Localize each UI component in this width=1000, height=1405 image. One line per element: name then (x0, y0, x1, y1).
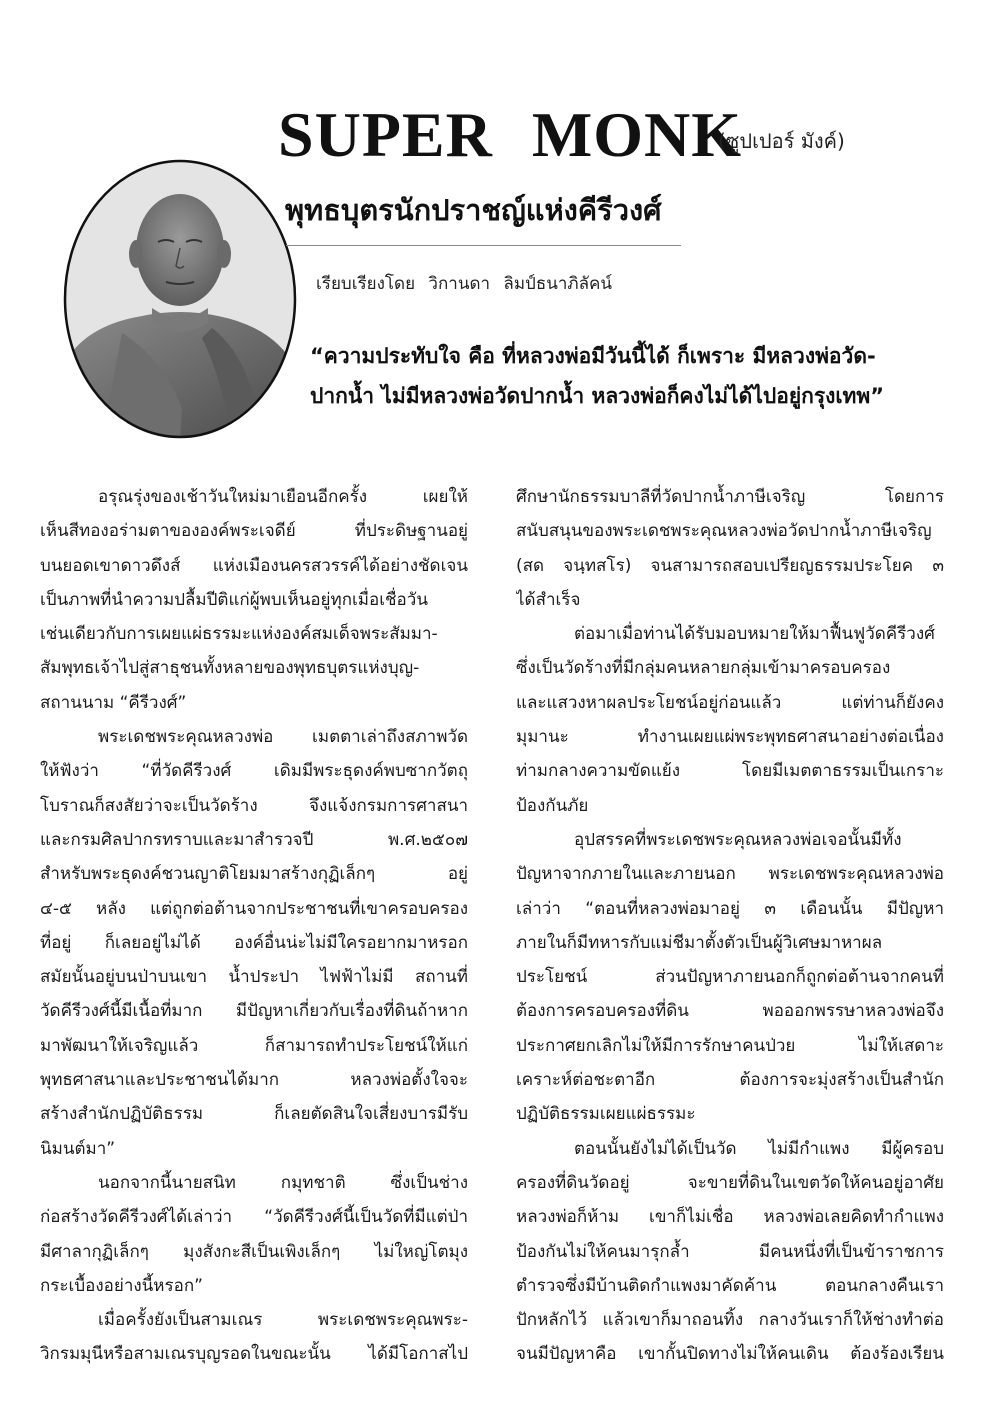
text-line: วิกรมมุนีหรือสามเณรบุญรอดในขณะนั้น ได้มีโอกาสไป (40, 1344, 468, 1365)
byline: เรียบเรียงโดย วิกานดา ลิมป์ธนาภิลัคน์ (316, 274, 613, 294)
subtitle-divider (286, 245, 681, 246)
text-line: จนมีปัญหาคือ เขากั้นปิดทางไม่ให้คนเดิน ต้องร้องเรียน (516, 1344, 944, 1365)
text-line: ป้องกันไม่ให้คนมารุกล้ำ มีคนหนึ่งที่เป็นข้าราชการ (516, 1241, 944, 1262)
text-line: กระเบื้องอย่างนี้หรอก” (40, 1275, 203, 1296)
text-line: เช่นเดียวกับการเผยแผ่ธรรมะแห่งองค์สมเด็จพระสัมมา- (40, 624, 438, 645)
text-line: สัมพุทธเจ้าไปสู่สาธุชนทั้งหลายของพุทธบุตรแห่งบุญ- (40, 658, 420, 679)
text-line: เล่าว่า “ตอนที่หลวงพ่อมาอยู่ ๓ เดือนนั้น มีปัญหา (516, 898, 944, 919)
article-title-thai: (ซูปเปอร์ มังค์) (718, 129, 845, 153)
text-line: เป็นภาพที่นำความปลื้มปีติแก่ผู้พบเห็นอยู่ทุกเมื่อเชื่อวัน (40, 589, 428, 610)
text-line: เมื่อครั้งยังเป็นสามเณร พระเดชพระคุณพระ- (98, 1310, 468, 1331)
text-line: ปัญหาจากภายในและภายนอก พระเดชพระคุณหลวงพ่อ (516, 864, 944, 885)
text-line: มีศาลากุฏิเล็กๆ มุงสังกะสีเป็นเพิงเล็กๆ ไม่ใหญ่โตมุง (40, 1241, 468, 1262)
text-line: นอกจากนี้นายสนิท กมุทชาติ ซึ่งเป็นช่าง (98, 1172, 468, 1193)
pull-quote (310, 336, 960, 416)
text-line: เคราะห์ต่อชะตาอีก ต้องการจะมุ่งสร้างเป็นสำนัก (516, 1070, 944, 1091)
text-line: พระเดชพระคุณหลวงพ่อ เมตตาเล่าถึงสภาพวัด (98, 727, 468, 748)
text-line: ปฏิบัติธรรมเผยแผ่ธรรมะ (516, 1104, 696, 1125)
title-row (278, 100, 978, 170)
text-line: ประกาศยกเลิกไม่ให้มีการรักษาคนป่วย ไม่ให้เสดาะ (516, 1035, 944, 1056)
text-line: ต้องการครอบครองที่ดิน พอออกพรรษาหลวงพ่อจึง (516, 1001, 944, 1022)
text-line: ป้องกันภัย (516, 795, 589, 816)
text-line: ครองที่ดินวัดอยู่ จะขายที่ดินในเขตวัดให้คนอยู่อาศัย (516, 1172, 944, 1193)
article-title: SUPER MONK (278, 99, 742, 170)
text-line: ท่ามกลางความขัดแย้ง โดยมีเมตตาธรรมเป็นเกราะ (516, 761, 944, 782)
text-line: ปักหลักไว้ แล้วเขาก็มาถอนทิ้ง กลางวันเราก็ให้ช่างทำต่อ (516, 1310, 944, 1331)
text-line: ให้ฟังว่า “ที่วัดคีรีวงศ์ เดิมมีพระธุดงค์พบซากวัตถุ (40, 761, 468, 782)
monk-portrait-icon (62, 158, 298, 440)
text-line: และกรมศิลปากรทราบและมาสำรวจปี พ.ศ.๒๕๐๗ (40, 829, 468, 850)
text-line: ซึ่งเป็นวัดร้างที่มีกลุ่มคนหลายกลุ่มเข้ามาครอบครอง (516, 658, 891, 679)
text-line: สร้างสำนักปฏิบัติธรรม ก็เลยตัดสินใจเสี่ยงบารมีรับ (40, 1104, 468, 1125)
text-line: มาพัฒนาให้เจริญแล้ว ก็สามารถทำประโยชน์ให้แก่ (40, 1035, 468, 1056)
text-line: ศึกษานักธรรมบาลีที่วัดปากน้ำภาษีเจริญ โดยการ (516, 487, 944, 507)
text-line: ที่อยู่ ก็เลยอยู่ไม่ได้ องค์อื่นน่ะไม่มีใครอยากมาหรอก (40, 932, 468, 953)
text-line: อุปสรรคที่พระเดชพระคุณหลวงพ่อเจอนั้นมีทั้ง (574, 829, 902, 850)
text-line: ตอนนั้นยังไม่ได้เป็นวัด ไม่มีกำแพง มีผู้ครอบ (574, 1138, 944, 1159)
text-line: โบราณก็สงสัยว่าจะเป็นวัดร้าง จึงแจ้งกรมการศาสนา (40, 795, 468, 816)
text-line: สมัยนั้นอยู่บนป่าบนเขา น้ำประปา ไฟฟ้าไม่มี สถานที่ (40, 967, 468, 988)
text-line: สถานนาม “คีรีวงศ์” (40, 692, 187, 713)
text-line: วัดคีรีวงศ์นี้มีเนื้อที่มาก มีปัญหาเกี่ยวกับเรื่องที่ดินถ้าหาก (40, 1001, 468, 1022)
text-line: หลวงพ่อก็ห้าม เขาก็ไม่เชื่อ หลวงพ่อเลยคิดทำกำแพง (516, 1207, 944, 1228)
text-line: ประโยชน์ ส่วนปัญหาภายนอกก็ถูกต่อต้านจากคนที่ (516, 967, 944, 988)
text-line: ตำรวจซึ่งมีบ้านติดกำแพงมาคัดค้าน ตอนกลางคืนเรา (516, 1275, 944, 1296)
text-line: มุมานะ ทำงานเผยแผ่พระพุทธศาสนาอย่างต่อเนื่อง (516, 727, 944, 748)
text-line: สนับสนุนของพระเดชพระคุณหลวงพ่อวัดปากน้ำภาษีเจริญ (516, 521, 932, 542)
text-line: สำหรับพระธุดงค์ชวนญาติโยมมาสร้างกุฏิเล็กๆ อยู่ (40, 864, 468, 885)
article-subtitle: พุทธบุตรนักปราชญ์แห่งคีรีวงศ์ (285, 193, 662, 227)
text-line: ได้สำเร็จ (516, 589, 581, 610)
pull-quote-line: ปากน้ำ ไม่มีหลวงพ่อวัดปากน้ำ หลวงพ่อก็คงไม่ได้ไปอยู่กรุงเทพ” (310, 384, 885, 408)
text-line: ก่อสร้างวัดคีรีวงศ์ได้เล่าว่า “วัดคีรีวงศ์นี้เป็นวัดที่มีแต่ป่า (40, 1207, 468, 1228)
text-line: บนยอดเขาดาวดึงส์ แห่งเมืองนครสวรรค์ได้อย่างชัดเจน (40, 555, 468, 576)
right-column (516, 480, 944, 1372)
text-line: นิมนต์มา” (40, 1138, 116, 1159)
text-line: เห็นสีทองอร่ามตาขององค์พระเจดีย์ ที่ประดิษฐานอยู่ (40, 521, 468, 542)
text-line: ภายในก็มีทหารกับแม่ชีมาตั้งตัวเป็นผู้วิเศษมาหาผล (516, 932, 883, 953)
pull-quote-line: “ความประทับใจ คือ ที่หลวงพ่อมีวันนี้ได้ ก็เพราะ มีหลวงพ่อวัด- (310, 344, 876, 368)
text-line: อรุณรุ่งของเช้าวันใหม่มาเยือนอีกครั้ง เผยให้ (98, 487, 468, 507)
text-line: พุทธศาสนาและประชาชนได้มาก หลวงพ่อตั้งใจจะ (40, 1070, 468, 1091)
text-line: (สด จนฺทสโร) จนสามารถสอบเปรียญธรรมประโยค ๓ (516, 555, 944, 576)
left-column (40, 480, 468, 1372)
text-line: ต่อมาเมื่อท่านได้รับมอบหมายให้มาฟื้นฟูวัดคีรีวงศ์ (574, 624, 935, 645)
text-line: ๔-๕ หลัง แต่ถูกต่อต้านจากประชาชนที่เขาครอบครอง (40, 898, 468, 919)
text-line: และแสวงหาผลประโยชน์อยู่ก่อนแล้ว แต่ท่านก็ยังคง (516, 692, 944, 713)
